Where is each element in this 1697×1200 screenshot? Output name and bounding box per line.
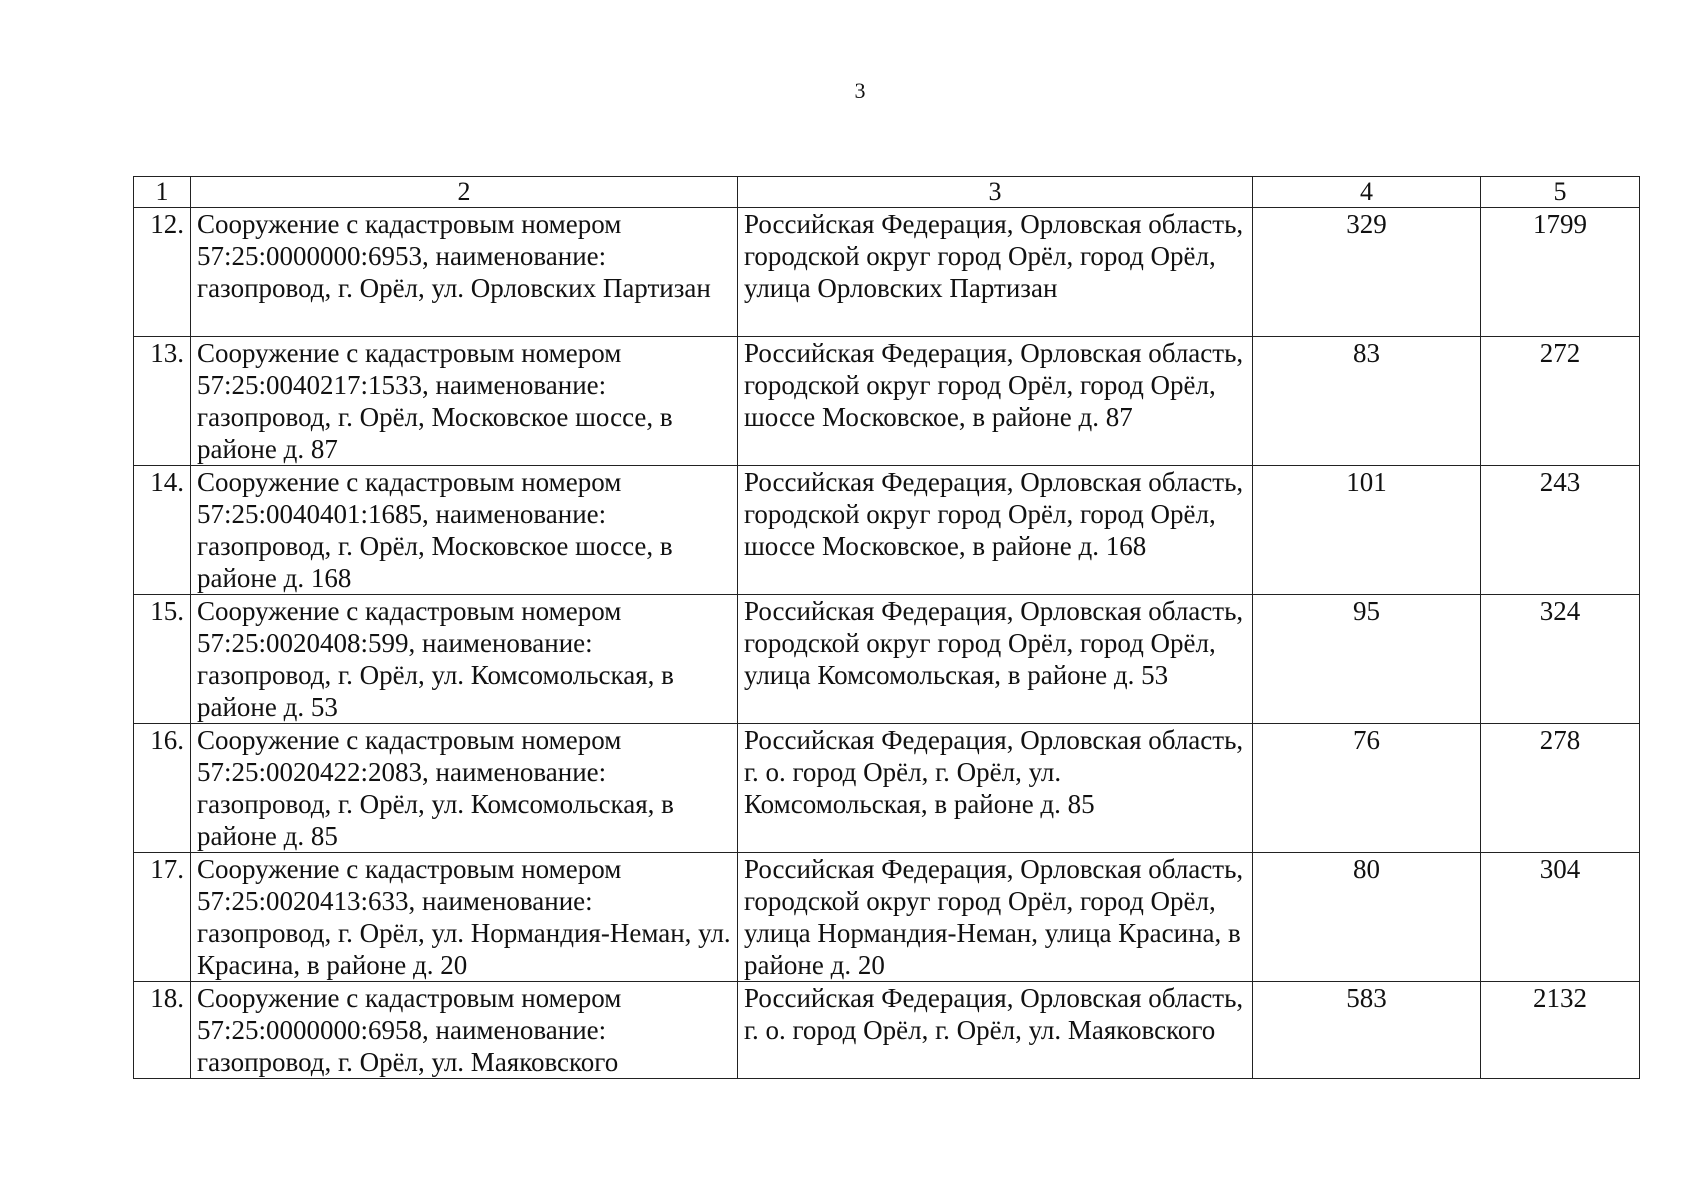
table-row (134, 208, 1640, 337)
row-number: 17. (134, 853, 191, 982)
object-description: Сооружение с кадастровым номером 57:25:0020413:633, наименование: газопровод, г. Орёл, ул. Нормандия-Неман, ул. Красина, в районе д. 20 (191, 853, 738, 982)
table-row (134, 853, 1640, 982)
table-body (134, 208, 1640, 1079)
column-4-value: 95 (1253, 595, 1481, 724)
header-col-1: 1 (134, 177, 191, 208)
column-5-value: 1799 (1481, 208, 1640, 337)
object-description: Сооружение с кадастровым номером 57:25:0020408:599, наименование: газопровод, г. Орёл, ул. Комсомольская, в районе д. 53 (191, 595, 738, 724)
column-4-value: 583 (1253, 982, 1481, 1079)
column-5-value: 272 (1481, 337, 1640, 466)
column-4-value: 329 (1253, 208, 1481, 337)
column-5-value: 243 (1481, 466, 1640, 595)
column-5-value: 278 (1481, 724, 1640, 853)
header-col-4: 4 (1253, 177, 1481, 208)
object-description: Сооружение с кадастровым номером 57:25:0020422:2083, наименование: газопровод, г. Орёл, ул. Комсомольская, в районе д. 85 (191, 724, 738, 853)
object-address: Российская Федерация, Орловская область, городской округ город Орёл, город Орёл, шоссе Московское, в районе д. 87 (738, 337, 1253, 466)
row-number: 15. (134, 595, 191, 724)
column-5-value: 304 (1481, 853, 1640, 982)
object-description: Сооружение с кадастровым номером 57:25:0000000:6958, наименование: газопровод, г. Орёл, ул. Маяковского (191, 982, 738, 1079)
object-address: Российская Федерация, Орловская область, городской округ город Орёл, город Орёл, улица Комсомольская, в районе д. 53 (738, 595, 1253, 724)
column-5-value: 324 (1481, 595, 1640, 724)
column-4-value: 76 (1253, 724, 1481, 853)
object-address: Российская Федерация, Орловская область, городской округ город Орёл, город Орёл, шоссе Московское, в районе д. 168 (738, 466, 1253, 595)
table-row (134, 982, 1640, 1079)
object-address: Российская Федерация, Орловская область, г. о. город Орёл, г. Орёл, ул. Маяковского (738, 982, 1253, 1079)
column-4-value: 101 (1253, 466, 1481, 595)
header-col-2: 2 (191, 177, 738, 208)
object-address: Российская Федерация, Орловская область, городской округ город Орёл, город Орёл, улица Орловских Партизан (738, 208, 1253, 337)
object-address: Российская Федерация, Орловская область, г. о. город Орёл, г. Орёл, ул. Комсомольская, в районе д. 85 (738, 724, 1253, 853)
object-description: Сооружение с кадастровым номером 57:25:0000000:6953, наименование: газопровод, г. Орёл, ул. Орловских Партизан (191, 208, 738, 337)
page-number: 3 (854, 78, 866, 103)
row-number: 13. (134, 337, 191, 466)
object-description: Сооружение с кадастровым номером 57:25:0040401:1685, наименование: газопровод, г. Орёл, Московское шоссе, в районе д. 168 (191, 466, 738, 595)
object-description: Сооружение с кадастровым номером 57:25:0040217:1533, наименование: газопровод, г. Орёл, Московское шоссе, в районе д. 87 (191, 337, 738, 466)
column-4-value: 83 (1253, 337, 1481, 466)
table-row (134, 337, 1640, 466)
table-row (134, 595, 1640, 724)
object-address: Российская Федерация, Орловская область, городской округ город Орёл, город Орёл, улица Нормандия-Неман, улица Красина, в районе д. 20 (738, 853, 1253, 982)
registry-table (133, 176, 1640, 1079)
table-header (134, 177, 1640, 208)
column-4-value: 80 (1253, 853, 1481, 982)
table-row (134, 724, 1640, 853)
header-col-3: 3 (738, 177, 1253, 208)
row-number: 14. (134, 466, 191, 595)
header-col-5: 5 (1481, 177, 1640, 208)
row-number: 18. (134, 982, 191, 1079)
row-number: 12. (134, 208, 191, 337)
header-row (134, 177, 1640, 208)
row-number: 16. (134, 724, 191, 853)
table-row (134, 466, 1640, 595)
column-5-value: 2132 (1481, 982, 1640, 1079)
